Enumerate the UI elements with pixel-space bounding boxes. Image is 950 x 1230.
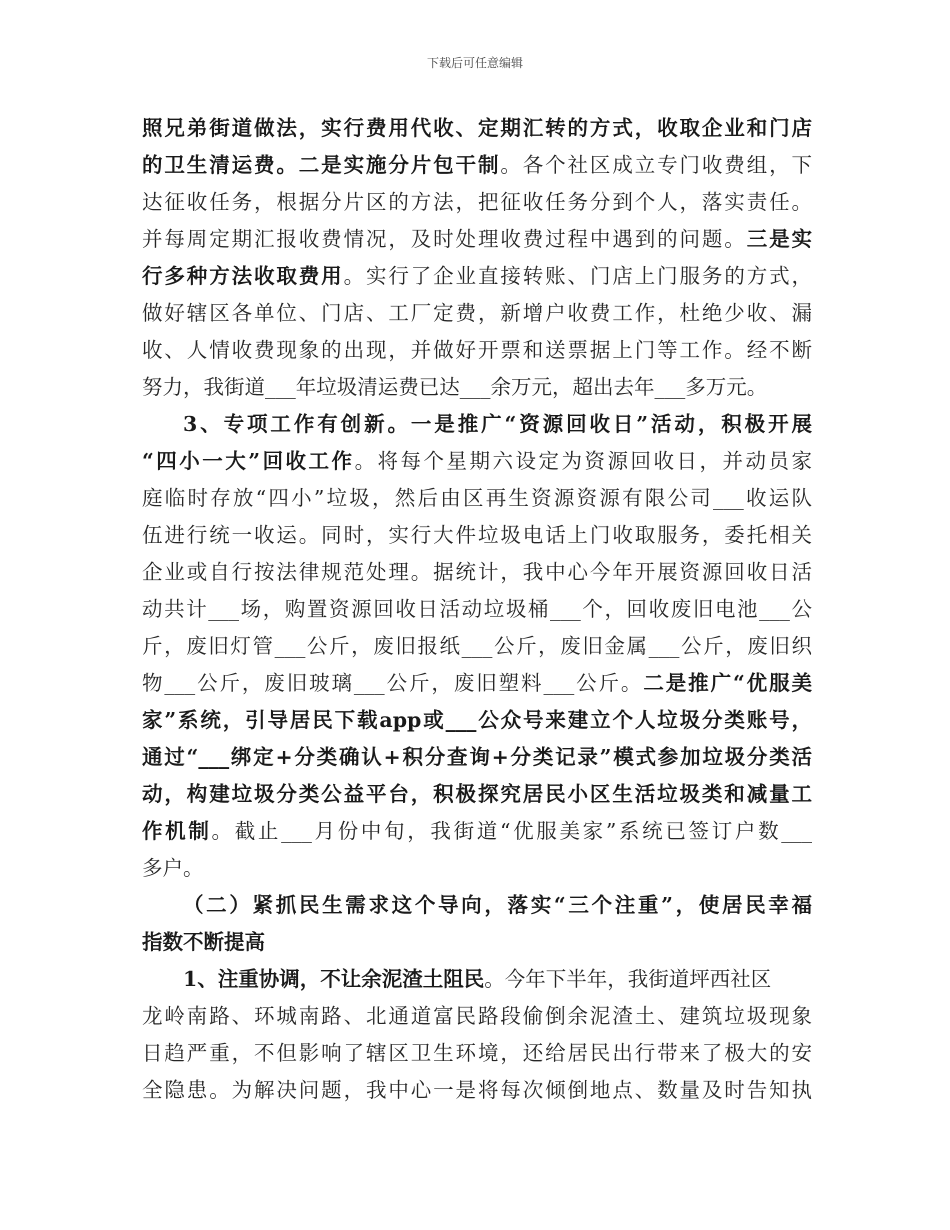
- bold-text-run: “四小一大”回收工作: [142, 449, 355, 473]
- document-body: [142, 110, 812, 1109]
- bold-text-run: 二是推广“优服美: [643, 671, 812, 695]
- text-line: [142, 1072, 812, 1109]
- text-run: 全隐患。为解决问题，我中心一是将每次倾倒地点、数量及时告知执: [142, 1078, 812, 1102]
- text-line: [142, 517, 812, 554]
- text-line: [142, 924, 812, 961]
- text-run: 。各个社区成立专门收费组，下: [500, 153, 812, 177]
- text-run: 。截止___月份中旬，我街道“优服美家”系统已签订户数___: [211, 819, 812, 843]
- text-line: [142, 110, 812, 147]
- text-run: 做好辖区各单位、门店、工厂定费，新增户收费工作，杜绝少收、漏: [142, 301, 812, 325]
- text-run: 多户。: [142, 856, 204, 880]
- text-line: [142, 1035, 812, 1072]
- bold-text-run: 的卫生清运费。二是实施分片包干制: [142, 153, 501, 177]
- bold-text-run: 3、专项工作有创新。一是推广“资源回收日”活动，积极开展: [183, 412, 812, 436]
- text-line: [142, 850, 812, 887]
- text-line: [142, 702, 812, 739]
- text-run: 伍进行统一收运。同时，实行大件垃圾电话上门收取服务，委托相关: [142, 523, 812, 547]
- text-line: [142, 554, 812, 591]
- text-line: [142, 591, 812, 628]
- text-run: 。实行了企业直接转账、门店上门服务的方式，: [343, 264, 812, 288]
- text-line: [142, 221, 812, 258]
- text-run: 斤，废旧灯管___公斤，废旧报纸___公斤，废旧金属___公斤，废旧织: [142, 634, 812, 658]
- text-line: [142, 665, 812, 702]
- text-line: [142, 369, 812, 406]
- bold-text-run: 行多种方法收取费用: [142, 264, 344, 288]
- text-line: [142, 406, 812, 443]
- bold-text-run: 动，构建垃圾分类公益平台，积极探究居民小区生活垃圾类和减量工: [142, 782, 812, 806]
- text-line: [142, 480, 812, 517]
- text-line: [142, 332, 812, 369]
- bold-text-run: 照兄弟街道做法，实行费用代收、定期汇转的方式，收取企业和门店: [142, 116, 812, 140]
- text-line: [142, 961, 812, 998]
- text-run: 企业或自行按法律规范处理。据统计，我中心今年开展资源回收日活: [142, 560, 812, 584]
- bold-text-run: 家”系统，引导居民下载app或___公众号来建立个人垃圾分类账号，: [142, 708, 812, 732]
- bold-text-run: 三是实: [746, 227, 812, 251]
- text-run: 龙岭南路、环城南路、北通道富民路段偷倒余泥渣土、建筑垃圾现象: [142, 1004, 812, 1028]
- text-line: [142, 258, 812, 295]
- bold-text-run: 通过“___绑定+分类确认+积分查询+分类记录”模式参加垃圾分类活: [142, 745, 812, 769]
- text-line: [142, 776, 812, 813]
- text-run: 努力，我街道___年垃圾清运费已达___余万元，超出去年___多万元。: [142, 375, 768, 399]
- text-line: [142, 443, 812, 480]
- text-run: 。今年下半年，我街道坪西社区: [484, 967, 772, 991]
- text-line: [142, 739, 812, 776]
- bold-text-run: （二）紧抓民生需求这个导向，落实“三个注重”，使居民幸福: [183, 893, 812, 917]
- text-line: [142, 147, 812, 184]
- text-run: 收、人情收费现象的出现，并做好开票和送票据上门等工作。经不断: [142, 338, 812, 362]
- text-line: [142, 628, 812, 665]
- text-line: [142, 813, 812, 850]
- text-run: 达征收任务，根据分片区的方法，把征收任务分到个人，落实责任。: [142, 190, 812, 214]
- text-run: 并每周定期汇报收费情况，及时处理收费过程中遇到的问题。: [142, 227, 747, 251]
- text-line: [142, 184, 812, 221]
- text-run: 物___公斤，废旧玻璃___公斤，废旧塑料___公斤。: [142, 671, 644, 695]
- bold-text-run: 1、注重协调，不让余泥渣土阻民: [183, 967, 485, 991]
- text-run: 日趋严重，不但影响了辖区卫生环境，还给居民出行带来了极大的安: [142, 1041, 812, 1065]
- text-line: [142, 887, 812, 924]
- bold-text-run: 作机制: [142, 819, 212, 843]
- bold-text-run: 指数不断提高: [142, 930, 265, 954]
- text-line: [142, 998, 812, 1035]
- text-line: [142, 295, 812, 332]
- text-run: 庭临时存放“四小”垃圾，然后由区再生资源资源有限公司___收运队: [142, 486, 812, 510]
- text-run: 动共计___场，购置资源回收日活动垃圾桶___个，回收废旧电池___公: [142, 597, 812, 621]
- text-run: 。将每个星期六设定为资源回收日，并动员家: [354, 449, 812, 473]
- page-header: 下载后可任意编辑: [426, 56, 523, 70]
